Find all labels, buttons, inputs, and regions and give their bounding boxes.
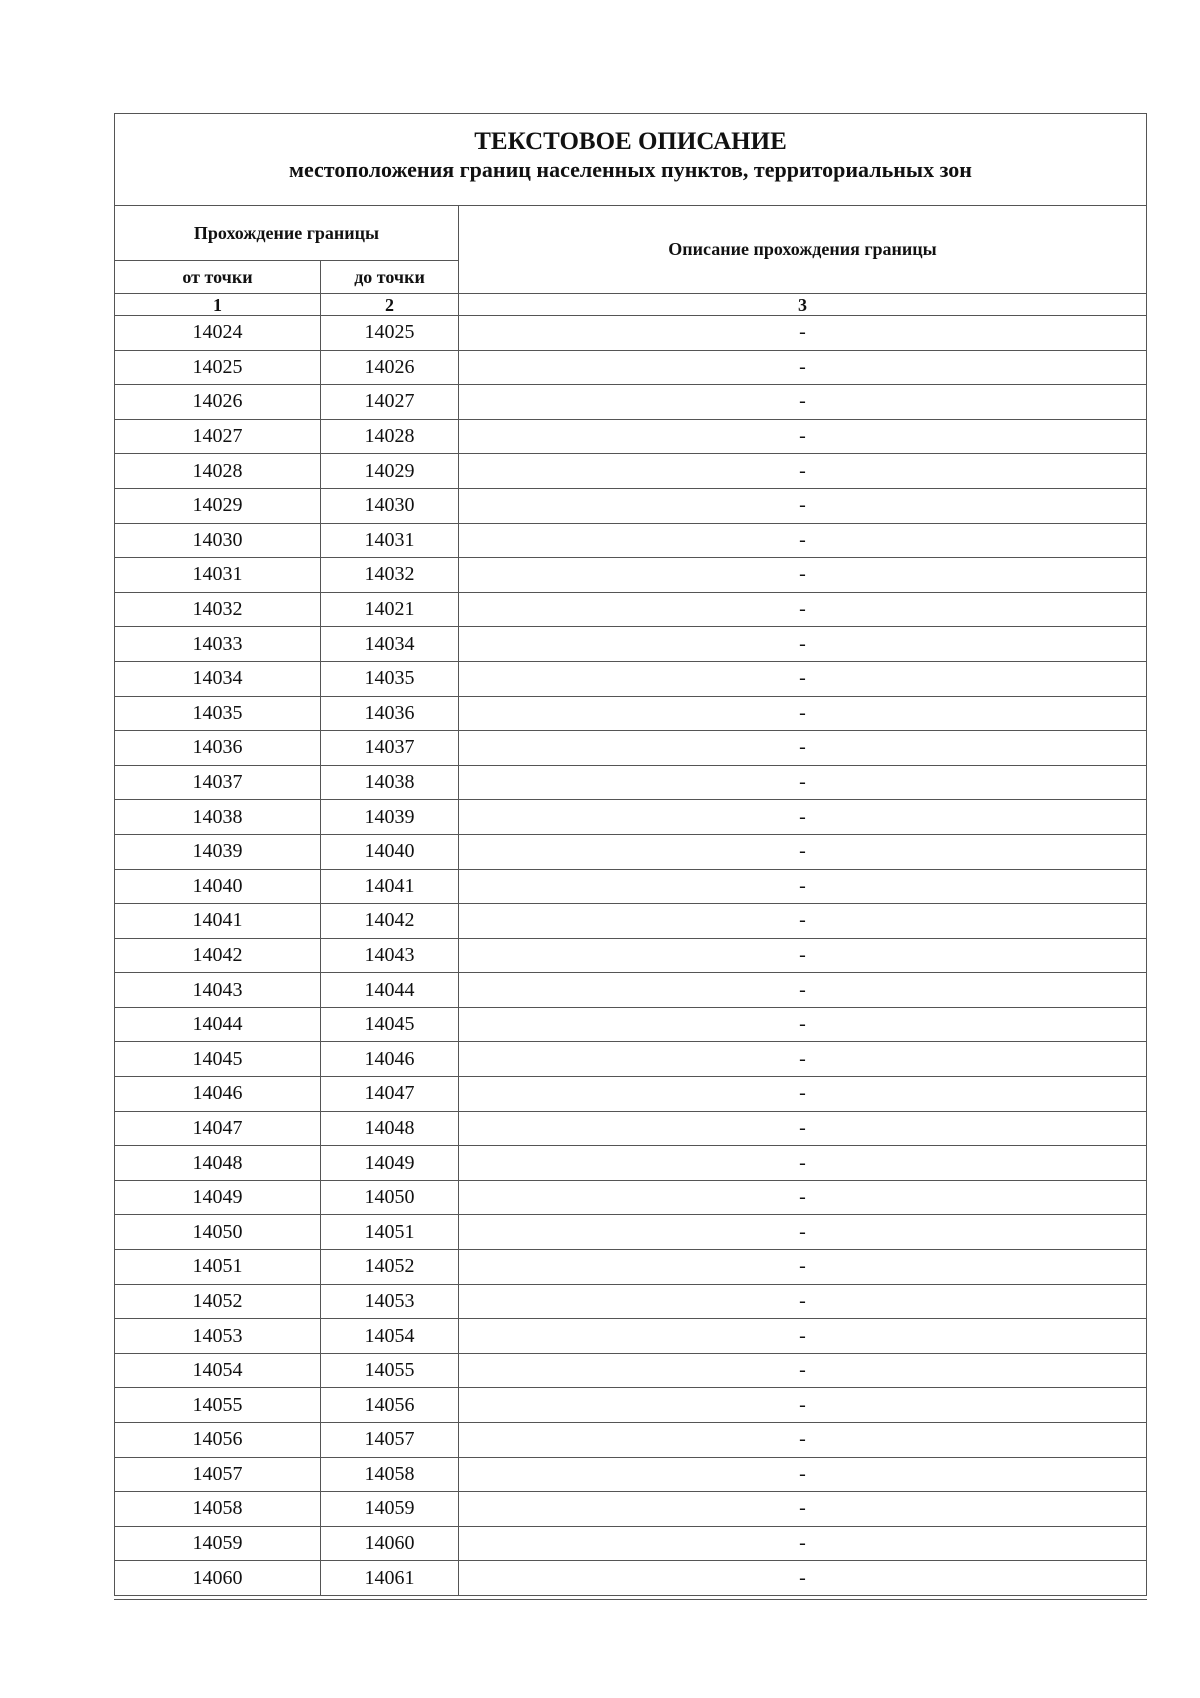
cell-description: - [459, 385, 1147, 420]
cell-to-point: 14039 [321, 800, 459, 835]
cell-from-point: 14028 [115, 454, 321, 489]
cell-to-point: 14035 [321, 661, 459, 696]
cell-to-point: 14038 [321, 765, 459, 800]
cell-to-point: 14049 [321, 1146, 459, 1181]
cell-description: - [459, 1250, 1147, 1285]
cell-from-point: 14048 [115, 1146, 321, 1181]
table-row [115, 1319, 1147, 1354]
cell-to-point: 14032 [321, 558, 459, 593]
table-row [115, 488, 1147, 523]
document-subtitle: местоположения границ населенных пунктов, территориальных зон [289, 157, 972, 182]
document-title: ТЕКСТОВОЕ ОПИСАНИЕ [474, 128, 787, 155]
cell-description: - [459, 834, 1147, 869]
cell-to-point: 14048 [321, 1111, 459, 1146]
table-row [115, 385, 1147, 420]
cell-from-point: 14039 [115, 834, 321, 869]
table-row [115, 523, 1147, 558]
cell-to-point: 14031 [321, 523, 459, 558]
cell-description: - [459, 1457, 1147, 1492]
cell-description: - [459, 419, 1147, 454]
table-row [115, 419, 1147, 454]
document-sheet [114, 113, 1147, 1600]
cell-from-point: 14026 [115, 385, 321, 420]
cell-description: - [459, 454, 1147, 489]
table-row [115, 454, 1147, 489]
cell-to-point: 14021 [321, 592, 459, 627]
cell-description: - [459, 765, 1147, 800]
cell-from-point: 14025 [115, 350, 321, 385]
cell-to-point: 14028 [321, 419, 459, 454]
cell-description: - [459, 1077, 1147, 1112]
cell-description: - [459, 938, 1147, 973]
cell-description: - [459, 731, 1147, 766]
table-row [115, 834, 1147, 869]
cell-from-point: 14046 [115, 1077, 321, 1112]
cell-description: - [459, 523, 1147, 558]
cell-description: - [459, 1042, 1147, 1077]
cell-from-point: 14047 [115, 1111, 321, 1146]
cell-from-point: 14043 [115, 973, 321, 1008]
cell-description: - [459, 316, 1147, 351]
cell-from-point: 14035 [115, 696, 321, 731]
table-row [115, 973, 1147, 1008]
cell-description: - [459, 1492, 1147, 1527]
cell-description: - [459, 800, 1147, 835]
table-row [115, 1423, 1147, 1458]
cell-to-point: 14044 [321, 973, 459, 1008]
cell-description: - [459, 1215, 1147, 1250]
table-row [115, 558, 1147, 593]
table-row [115, 904, 1147, 939]
cell-from-point: 14053 [115, 1319, 321, 1354]
cell-from-point: 14049 [115, 1180, 321, 1215]
header-from-point: от точки [115, 261, 321, 294]
cell-to-point: 14052 [321, 1250, 459, 1285]
table-row [115, 350, 1147, 385]
cell-to-point: 14041 [321, 869, 459, 904]
cell-to-point: 14046 [321, 1042, 459, 1077]
cell-from-point: 14041 [115, 904, 321, 939]
cell-from-point: 14051 [115, 1250, 321, 1285]
table-row [115, 627, 1147, 662]
cell-to-point: 14050 [321, 1180, 459, 1215]
cell-description: - [459, 904, 1147, 939]
table-row [115, 1250, 1147, 1285]
title-block [114, 113, 1147, 205]
bottom-rule [114, 1599, 1147, 1600]
cell-description: - [459, 488, 1147, 523]
table-row [115, 592, 1147, 627]
cell-to-point: 14034 [321, 627, 459, 662]
cell-description: - [459, 1423, 1147, 1458]
table-row [115, 731, 1147, 766]
cell-description: - [459, 973, 1147, 1008]
cell-to-point: 14055 [321, 1353, 459, 1388]
cell-from-point: 14060 [115, 1561, 321, 1596]
cell-from-point: 14040 [115, 869, 321, 904]
column-number-2: 2 [321, 294, 459, 316]
table-row [115, 1526, 1147, 1561]
table-row [115, 1111, 1147, 1146]
cell-to-point: 14025 [321, 316, 459, 351]
cell-to-point: 14059 [321, 1492, 459, 1527]
table-body [115, 316, 1147, 1596]
cell-from-point: 14044 [115, 1007, 321, 1042]
table-row [115, 1042, 1147, 1077]
cell-description: - [459, 1180, 1147, 1215]
cell-from-point: 14033 [115, 627, 321, 662]
table-row [115, 1457, 1147, 1492]
cell-to-point: 14056 [321, 1388, 459, 1423]
table-row [115, 316, 1147, 351]
cell-to-point: 14029 [321, 454, 459, 489]
cell-description: - [459, 1353, 1147, 1388]
cell-to-point: 14045 [321, 1007, 459, 1042]
cell-description: - [459, 696, 1147, 731]
cell-from-point: 14024 [115, 316, 321, 351]
table-row [115, 938, 1147, 973]
table-row [115, 1284, 1147, 1319]
cell-to-point: 14051 [321, 1215, 459, 1250]
cell-description: - [459, 350, 1147, 385]
cell-to-point: 14043 [321, 938, 459, 973]
cell-description: - [459, 1388, 1147, 1423]
boundary-table [114, 205, 1147, 1596]
cell-to-point: 14036 [321, 696, 459, 731]
cell-description: - [459, 1146, 1147, 1181]
column-number-1: 1 [115, 294, 321, 316]
cell-from-point: 14038 [115, 800, 321, 835]
table-row [115, 1007, 1147, 1042]
cell-to-point: 14030 [321, 488, 459, 523]
table-row [115, 800, 1147, 835]
table-row [115, 696, 1147, 731]
cell-description: - [459, 592, 1147, 627]
cell-from-point: 14052 [115, 1284, 321, 1319]
cell-from-point: 14050 [115, 1215, 321, 1250]
cell-to-point: 14057 [321, 1423, 459, 1458]
table-row [115, 765, 1147, 800]
cell-description: - [459, 1319, 1147, 1354]
table-row [115, 1492, 1147, 1527]
table-row [115, 1561, 1147, 1596]
cell-from-point: 14059 [115, 1526, 321, 1561]
cell-to-point: 14042 [321, 904, 459, 939]
cell-description: - [459, 1284, 1147, 1319]
header-description: Описание прохождения границы [459, 206, 1147, 294]
cell-from-point: 14034 [115, 661, 321, 696]
cell-to-point: 14047 [321, 1077, 459, 1112]
cell-description: - [459, 558, 1147, 593]
cell-from-point: 14030 [115, 523, 321, 558]
table-row [115, 1146, 1147, 1181]
cell-description: - [459, 1526, 1147, 1561]
cell-description: - [459, 661, 1147, 696]
cell-to-point: 14040 [321, 834, 459, 869]
cell-to-point: 14058 [321, 1457, 459, 1492]
cell-from-point: 14045 [115, 1042, 321, 1077]
cell-description: - [459, 869, 1147, 904]
cell-description: - [459, 1111, 1147, 1146]
table-row [115, 1180, 1147, 1215]
cell-from-point: 14032 [115, 592, 321, 627]
table-row [115, 1077, 1147, 1112]
cell-to-point: 14026 [321, 350, 459, 385]
table-row [115, 1353, 1147, 1388]
cell-to-point: 14053 [321, 1284, 459, 1319]
cell-to-point: 14061 [321, 1561, 459, 1596]
cell-description: - [459, 1007, 1147, 1042]
cell-from-point: 14056 [115, 1423, 321, 1458]
cell-to-point: 14027 [321, 385, 459, 420]
cell-from-point: 14054 [115, 1353, 321, 1388]
cell-to-point: 14037 [321, 731, 459, 766]
cell-from-point: 14027 [115, 419, 321, 454]
header-to-point: до точки [321, 261, 459, 294]
cell-from-point: 14037 [115, 765, 321, 800]
cell-to-point: 14060 [321, 1526, 459, 1561]
table-row [115, 1388, 1147, 1423]
cell-from-point: 14057 [115, 1457, 321, 1492]
table-row [115, 1215, 1147, 1250]
cell-from-point: 14058 [115, 1492, 321, 1527]
cell-from-point: 14029 [115, 488, 321, 523]
cell-from-point: 14055 [115, 1388, 321, 1423]
cell-to-point: 14054 [321, 1319, 459, 1354]
cell-description: - [459, 1561, 1147, 1596]
column-number-3: 3 [459, 294, 1147, 316]
cell-from-point: 14042 [115, 938, 321, 973]
cell-description: - [459, 627, 1147, 662]
cell-from-point: 14036 [115, 731, 321, 766]
header-passage: Прохождение границы [115, 206, 459, 261]
cell-from-point: 14031 [115, 558, 321, 593]
table-row [115, 661, 1147, 696]
table-row [115, 869, 1147, 904]
